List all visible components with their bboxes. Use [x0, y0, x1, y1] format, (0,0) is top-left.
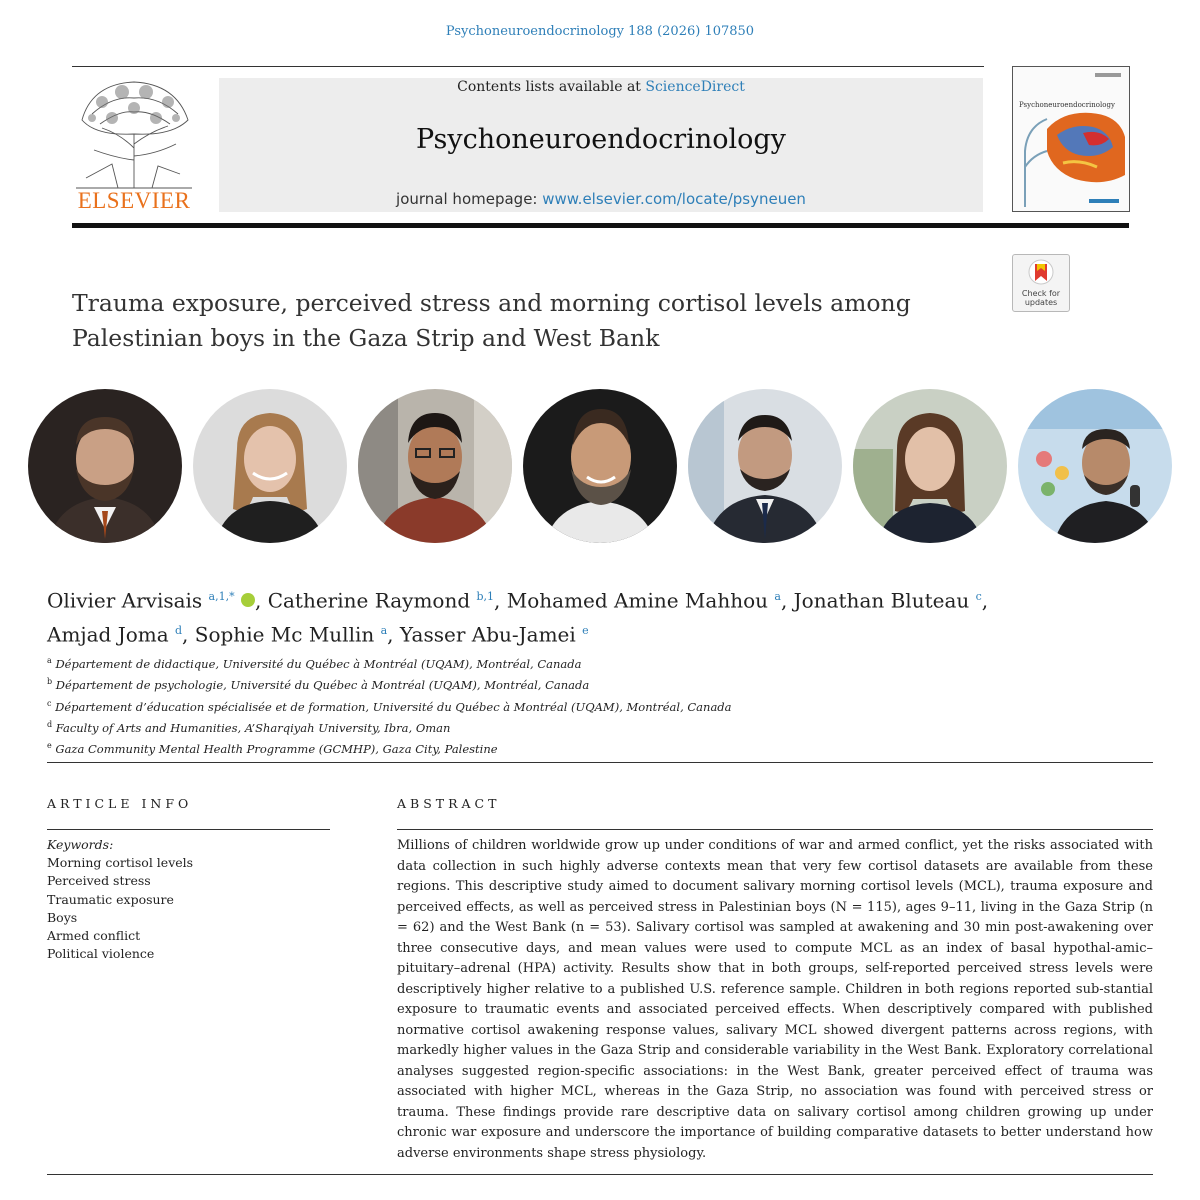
- journal-cover-thumbnail[interactable]: [1012, 66, 1130, 212]
- author-photo-4: [523, 389, 677, 543]
- author-photo-1: [28, 389, 182, 543]
- affiliation-key: b: [47, 677, 53, 687]
- affiliations-list: [47, 652, 1147, 759]
- check-for-updates-badge[interactable]: [1012, 254, 1070, 312]
- author-separator: ,: [981, 588, 989, 613]
- author-name[interactable]: Amjad Joma: [47, 622, 169, 647]
- author-portrait-7-icon: [1018, 389, 1172, 543]
- orcid-icon[interactable]: [241, 593, 255, 607]
- abstract-text: Millions of children worldwide grow up under conditions of war and armed conflict, yet the risks associated with data collection in such highly adverse contexts mean that very few cortisol datasets are available from these regions. This descriptive study aimed to document salivary morning cortisol levels (MCL), trauma exposure and perceived effects, as well as perceived stress in Palestinian boys (N = 115), ages 9–11, living in the Gaza Strip (n = 62) and the West Bank (n = 53). Salivary cortisol was sampled at awakening and 30 min post-awakening over three consecutive days, and mean values were used to compute MCL as an index of basal hypothal-amic–pituitary–adrenal (HPA) activity. Results show that in both groups, self-reported perceived stress levels were descriptively higher relative to a published U.S. reference sample. Children in both regions reported sub-stantial exposure to traumatic events and associated perceived effects. When descriptively compared with published normative cortisol awakening response values, salivary MCL showed divergent patterns across regions, with markedly higher values in the Gaza Strip and considerable variability in the West Bank. Exploratory correlational analyses suggested region-specific associations: in the West Bank, greater perceived effect of trauma was associated with higher MCL, whereas in the Gaza Strip, no association was found with perceived stress or trauma. These findings provide rare descriptive data on salivary cortisol among children growing up under chronic war exposure and underscore the importance of building comparative datasets to better understand how adverse environments shape stress physiology.: [397, 838, 1153, 1161]
- author-name[interactable]: Yasser Abu-Jamei: [399, 622, 576, 647]
- affiliation-item: [47, 695, 1147, 716]
- keywords-label: Keywords:: [47, 837, 114, 852]
- affiliation-text: Gaza Community Mental Health Programme (GCMHP), Gaza City, Palestine: [55, 742, 498, 757]
- author-separator: ,: [494, 588, 507, 613]
- affiliation-text: Département de didactique, Université du Québec à Montréal (UQAM), Montréal, Canada: [55, 656, 582, 671]
- journal-homepage-line: [219, 190, 983, 208]
- keyword-item: Boys: [47, 909, 78, 925]
- affiliation-key: e: [47, 741, 52, 751]
- author-affiliation-marker[interactable]: b,1: [476, 590, 495, 603]
- keyword-list: [47, 854, 330, 963]
- author-portrait-2-icon: [193, 389, 347, 543]
- author-photo-2: [193, 389, 347, 543]
- keyword-item: Armed conflict: [47, 928, 141, 944]
- author-portrait-6-icon: [853, 389, 1007, 543]
- author-photo-6: [853, 389, 1007, 543]
- affiliation-key: c: [47, 698, 52, 708]
- cover-journal-title: Psychoneuroendocrinology: [1019, 101, 1115, 109]
- author-name[interactable]: Mohamed Amine Mahhou: [506, 588, 769, 613]
- affiliation-item: [47, 737, 1147, 758]
- contents-prefix: Contents lists available at: [457, 79, 646, 95]
- cover-brain-art-icon: [1013, 67, 1129, 211]
- sciencedirect-link[interactable]: ScienceDirect: [645, 79, 745, 95]
- author-portrait-5-icon: [688, 389, 842, 543]
- author-name[interactable]: Catherine Raymond: [267, 588, 471, 613]
- keyword-item: Political violence: [47, 946, 155, 962]
- keyword-item: Morning cortisol levels: [47, 855, 194, 871]
- article-title: Trauma exposure, perceived stress and morning cortisol levels among Palestinian boys in the Gaza Strip and West Bank: [72, 289, 911, 352]
- author-name[interactable]: Olivier Arvisais: [47, 588, 203, 613]
- affiliation-key: d: [47, 719, 53, 729]
- author-separator: ,: [780, 588, 794, 613]
- affiliation-text: Faculty of Arts and Humanities, A’Sharqiyah University, Ibra, Oman: [55, 720, 451, 735]
- author-affiliation-marker[interactable]: e: [582, 623, 589, 637]
- author-portrait-1-icon: [28, 389, 182, 543]
- check-updates-label: Check for updates: [1021, 289, 1061, 307]
- affiliation-item: [47, 673, 1147, 694]
- affiliation-text: Département de psychologie, Université du Québec à Montréal (UQAM), Montréal, Canada: [55, 678, 590, 693]
- tree-logo-icon: [72, 78, 196, 190]
- keyword-item: Traumatic exposure: [47, 891, 174, 907]
- keyword-item: Perceived stress: [47, 873, 151, 889]
- keywords-block: [47, 836, 330, 963]
- author-name[interactable]: Jonathan Bluteau: [793, 588, 970, 613]
- author-portrait-4-icon: [523, 389, 677, 543]
- affiliation-item: [47, 716, 1147, 737]
- abstract-heading: ABSTRACT: [397, 796, 501, 811]
- header-bottom-rule: [72, 223, 1129, 228]
- affiliation-item: [47, 652, 1147, 673]
- author-photo-3: [358, 389, 512, 543]
- section-separator-bottom: [47, 1174, 1153, 1175]
- author-affiliation-marker[interactable]: d: [175, 623, 183, 637]
- author-affiliation-marker[interactable]: a,1,*: [208, 590, 235, 603]
- article-info-heading: ARTICLE INFO: [47, 796, 193, 811]
- author-separator: ,: [254, 588, 268, 613]
- author-photo-7: [1018, 389, 1172, 543]
- article-info-rule: [47, 829, 330, 830]
- abstract-rule: [397, 829, 1153, 830]
- journal-name: Psychoneuroendocrinology: [416, 124, 786, 155]
- section-separator-top: [47, 762, 1153, 763]
- elsevier-wordmark: ELSEVIER: [77, 188, 191, 213]
- author-affiliation-marker[interactable]: c: [975, 590, 982, 603]
- contents-availability-line: [219, 79, 983, 95]
- author-list: [47, 582, 1157, 649]
- journal-citation[interactable]: Psychoneuroendocrinology 188 (2026) 107850: [445, 24, 755, 39]
- check-updates-icon: [1013, 255, 1069, 289]
- author-affiliation-marker[interactable]: a: [774, 590, 781, 603]
- affiliation-text: Département d’éducation spécialisée et de formation, Université du Québec à Montréal (UQAM), Montréal, Canada: [55, 699, 732, 714]
- header-top-rule: [72, 66, 984, 67]
- journal-homepage-link[interactable]: www.elsevier.com/locate/psyneuen: [542, 190, 806, 208]
- author-portrait-3-icon: [358, 389, 512, 543]
- affiliation-key: a: [47, 656, 52, 665]
- author-separator: ,: [387, 622, 400, 647]
- homepage-prefix: journal homepage:: [396, 190, 543, 208]
- author-photo-5: [688, 389, 842, 543]
- author-separator: ,: [182, 622, 195, 647]
- author-name[interactable]: Sophie Mc Mullin: [194, 622, 375, 647]
- author-affiliation-marker[interactable]: a: [380, 623, 388, 637]
